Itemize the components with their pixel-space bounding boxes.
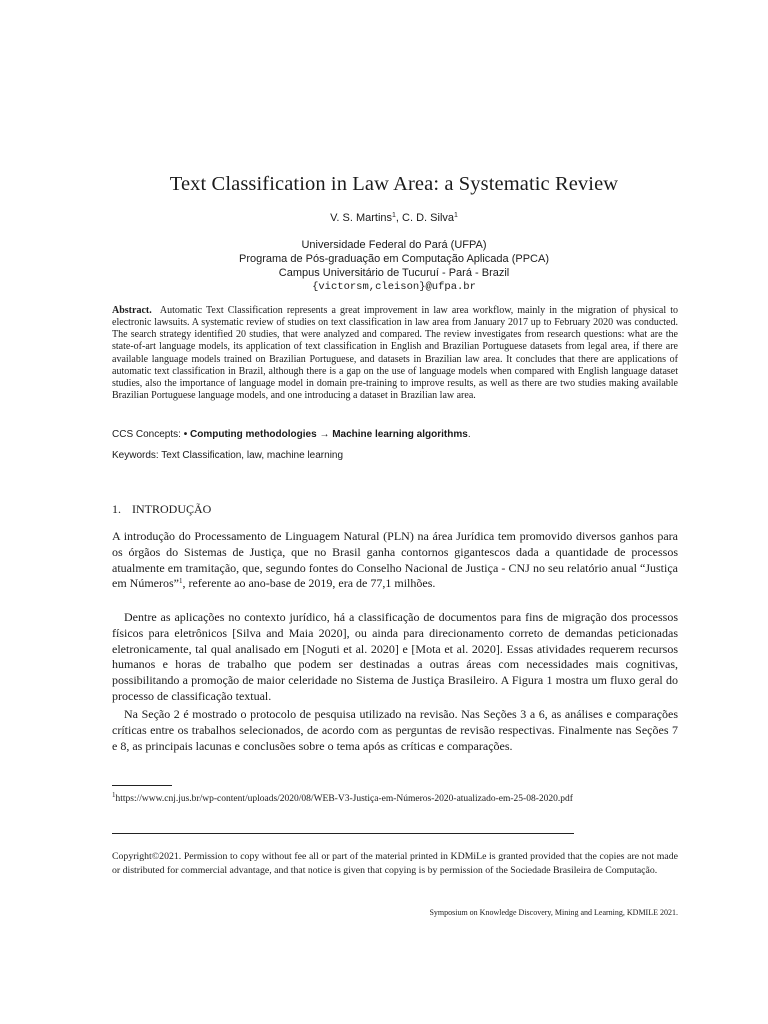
author-affiliation-mark: 1 <box>392 212 396 219</box>
ccs-arrow: → <box>319 429 330 440</box>
section-heading <box>112 502 211 517</box>
paragraph-3: Na Seção 2 é mostrado o protocolo de pesquisa utilizado na revisão. Nas Seções 3 a 6, as análises e comparações críticas entre os trabalhos selecionados, de acordo com as perguntas de revisão respectivas. Finalmente nas Seções 7 e 8, as principais lacunas e conclusões sobre o tema após as críticas e comparações. <box>112 707 678 753</box>
author-affiliation-mark: 1 <box>454 212 458 219</box>
venue-footer: Symposium on Knowledge Discovery, Mining and Learning, KDMILE 2021. <box>429 908 678 917</box>
author-list <box>0 212 768 224</box>
paragraph-1-text: A introdução do Processamento de Linguagem Natural (PLN) na área Jurídica tem promovido diversos ganhos para os órgãos do Sistemas de Justiça, que no Brasil ganha contornos gigantescos dada a quantidade de processos atualmente em tramitação, que, segundo fontes do Conselho Nacional de Justiça - CNJ no seu relatório anual “Justiça em Números” <box>112 529 678 591</box>
author-separator: , <box>395 212 403 224</box>
ccs-concept: Computing methodologies <box>190 429 317 440</box>
footnote-rule <box>112 785 172 786</box>
ccs-end: . <box>467 429 471 440</box>
footnote-url: https://www.cnj.jus.br/wp-content/uploads/2020/08/WEB-V3-Justiça-em-Números-2020-atualizado-em-25-08-2020.pdf <box>115 794 573 804</box>
keywords: Keywords: Text Classification, law, machine learning <box>112 450 344 461</box>
paragraph-1-end: , referente ao ano-base de 2019, era de 77,1 milhões. <box>182 576 436 591</box>
paper-title: Text Classification in Law Area: a Systematic Review <box>169 173 619 195</box>
abstract <box>112 305 678 402</box>
ccs-label: CCS Concepts: <box>112 429 181 440</box>
affiliation-university: Universidade Federal do Pará (UFPA) <box>301 239 487 251</box>
abstract-text: Automatic Text Classification represents a great improvement in law area workflow, mainly in the migration of physical to electronic lawsuits. A systematic review of studies on text classification in law area from January 2017 up to February 2020 was conducted. The search strategy identified 20 studies, that were analyzed and compared. The review investigates from research questions: what are the state-of-art language models, its application of text classification in English and Brazilian Portuguese datasets from legal area, if there are available language models trained on Brazilian Portuguese, and datasets in Brazilian law area. It concludes that there are applications of automatic text classification in Brazil, although there is a gap on the use of language models when compared with English language dataset studies, also the importance of language model in domain pre-training to improve results, as well as there are two studies making available Brazilian Portuguese language models, and one introducing a dataset in Brazilian law area. <box>112 305 679 402</box>
ccs-concepts <box>112 429 678 440</box>
copyright-rule <box>112 833 574 834</box>
ccs-subconcept: Machine learning algorithms <box>332 429 468 440</box>
footnote-mark: 1 <box>112 791 116 799</box>
affiliation-program: Programa de Pós-graduação em Computação Aplicada (PPCA) <box>239 253 549 265</box>
author-email: {victorsm,cleison}@ufpa.br <box>312 281 476 293</box>
paragraph-2: Dentre as aplicações no contexto jurídico, há a classificação de documentos para fins de migração dos processos físicos para eletrônicos [Silva and Maia 2020], ou ainda para direcionamento correto de demandas peticionadas eletronicamente, tal qual analisado em [Noguti et al. 2020] e [Mota et al. 2020]. Essas atividades requerem recursos humanos e horas de trabalho que podem ser destinadas a outras áreas com necessidades mais cognitivas, possibilitando a promoção de maior celeridade no Sistema de Justiça Brasileiro. A Figura 1 mostra um fluxo geral do processo de classificação textual. <box>112 610 678 703</box>
author-name: C. D. Silva <box>402 212 455 224</box>
footnote <box>112 793 678 806</box>
section-number: 1. <box>112 502 121 516</box>
section-title: INTRODUÇÃO <box>132 502 212 516</box>
abstract-label: Abstract. <box>112 305 152 316</box>
footnote-reference: 1 <box>178 577 183 586</box>
affiliation-campus: Campus Universitário de Tucuruí - Pará - Brazil <box>278 267 510 279</box>
ccs-bullet: • <box>183 429 188 440</box>
paragraph-1 <box>112 529 678 592</box>
author-name: V. S. Martins <box>330 212 393 224</box>
copyright-notice: Copyright©2021. Permission to copy without fee all or part of the material printed in KDMiLe is granted provided that the copies are not made or distributed for commercial advantage, and that notice is given that copying is by permission of the Sociedade Brasileira de Computação. <box>112 851 678 876</box>
